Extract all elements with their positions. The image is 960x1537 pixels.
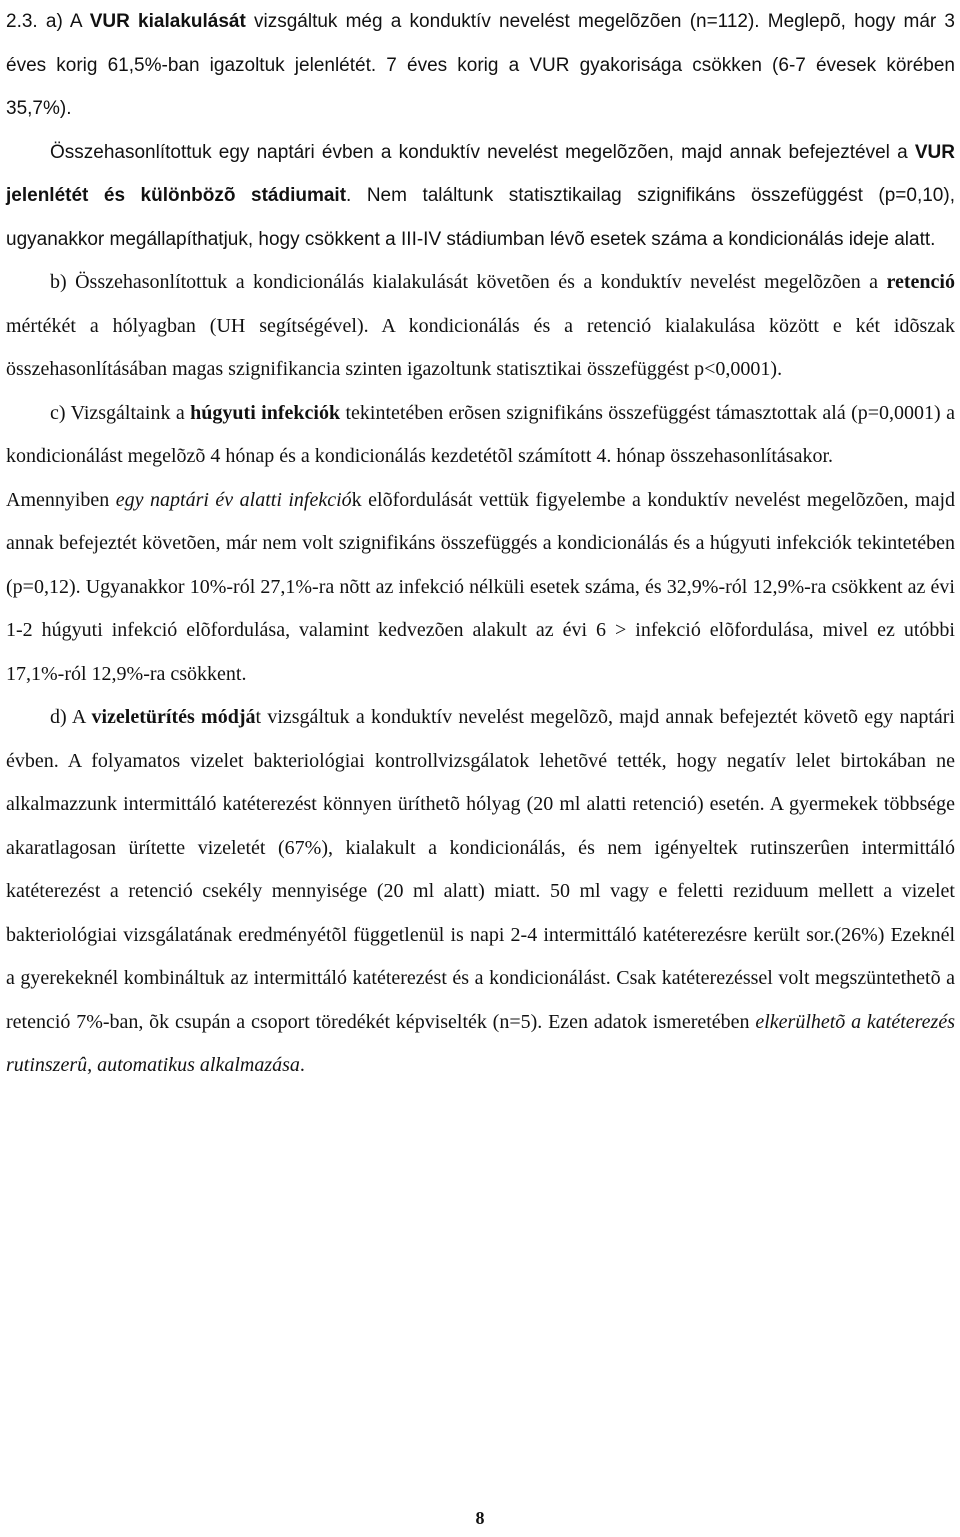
text-run: . Nem találtunk statisztikailag szignifikáns összefüggést (p=0,10), ugyanakkor megállapíthatjuk, hogy csökkent a III-IV stádiumban lévõ esetek száma a kondicionálás ideje alatt. xyxy=(6,185,955,250)
text-run: b) Összehasonlítottuk a kondicionálás kialakulását követõen és a konduktív nevelést megelõzõen a xyxy=(50,271,887,293)
italic-text: elkerülhetõ a katéterezés rutinszerû, automatikus alkalmazása xyxy=(6,1010,955,1076)
italic-text: egy naptári év alatti infekció xyxy=(115,488,352,511)
text-run: mértékét a hólyagban (UH segítségével). A kondicionálás és a retenció kialakulása között e két idõszak összehasonlításában magas szignifikancia szinten igazoltunk statisztikai összefüggést p<0,0001). xyxy=(6,314,955,380)
paragraph-p1 xyxy=(6,0,955,131)
paragraph-p3 xyxy=(6,261,955,392)
text-run: t vizsgáltuk a konduktív nevelést megelõzõ, majd annak befejeztét követõ egy naptári évben. A folyamatos vizelet bakteriológiai kontrollvizsgálatok lehetõvé tették, hogy negatív lelet birtokában ne alkalmazzunk intermittáló katéterezést könnyen üríthetõ hólyag (20 ml alatti retenció) esetén. A gyermekek többsége akaratlagosan ürítette vizeletét (67%), kialakult a kondicionálás, és nem igényeltek rutinszerûen intermittáló katéterezést a retenció csekély mennyisége (20 ml alatt) miatt. 50 ml vagy e feletti reziduum mellett a vizelet bakteriológiai vizsgálatának eredményétõl függetlenül is napi 2-4 intermittáló katéterezésre került sor.(26%) Ezeknél a gyerekeknél kombináltuk az intermittáló katéterezést és a kondicionálást. Csak katéterezéssel volt megszüntethetõ a retenció 7%-ban, õk csupán a csoport töredékét képviselték (n=5). Ezen adatok ismeretében xyxy=(6,706,955,1033)
paragraph-p4 xyxy=(6,392,955,479)
bold-text: vizeletürítés módjá xyxy=(91,706,256,728)
text-run: 2.3. a) A xyxy=(6,11,90,32)
bold-text: retenció xyxy=(886,271,955,293)
document-body xyxy=(6,0,955,1088)
text-run: c) Vizsgáltaink a xyxy=(50,401,191,424)
paragraph-p2 xyxy=(6,131,955,262)
text-run: vizsgáltuk még a konduktív nevelést megelõzõen (n=112). Meglepõ, hogy már 3 éves korig 61,5%-ban igazoltuk jelenlétét. 7 éves korig a VUR gyakorisága csökken (6-7 évesek körében 35,7%). xyxy=(6,11,955,119)
bold-text: húgyuti infekciók xyxy=(190,401,341,424)
text-run: . xyxy=(299,1054,305,1076)
text-run: Összehasonlítottuk egy naptári évben a konduktív nevelést megelõzõen, majd annak befejeztével a xyxy=(50,141,915,163)
bold-text: VUR jelenlétét és különbözõ stádiumait xyxy=(6,141,955,206)
text-run: d) A xyxy=(50,706,92,728)
text-run: Amennyiben xyxy=(6,488,116,511)
page-number: 8 xyxy=(475,1508,485,1528)
text-run: tekintetében erõsen szignifikáns összefüggést támasztottak alá (p=0,0001) a kondicionálást megelõzõ 4 hónap és a kondicionálás kezdetétõl számított 4. hónap összehasonlításakor. xyxy=(6,401,956,467)
bold-text: VUR kialakulását xyxy=(89,11,246,32)
text-run: k elõfordulását vettük figyelembe a konduktív nevelést megelõzõen, majd annak befejeztét követõen, már nem volt szignifikáns összefüggés a kondicionálás és a húgyuti infekciók tekintetében (p=0,12). Ugyanakkor 10%-ról 27,1%-ra nõtt az infekció nélküli esetek száma, és 32,9%-ról 12,9%-ra csökkent az évi 1-2 húgyuti infekció elõfordulása, valamint kedvezõen alakult az évi 6 > infekció elõfordulása, mivel ez utóbbi 17,1%-ról 12,9%-ra csökkent. xyxy=(6,488,956,685)
paragraph-p6 xyxy=(6,696,955,1088)
paragraph-p5 xyxy=(6,479,955,697)
